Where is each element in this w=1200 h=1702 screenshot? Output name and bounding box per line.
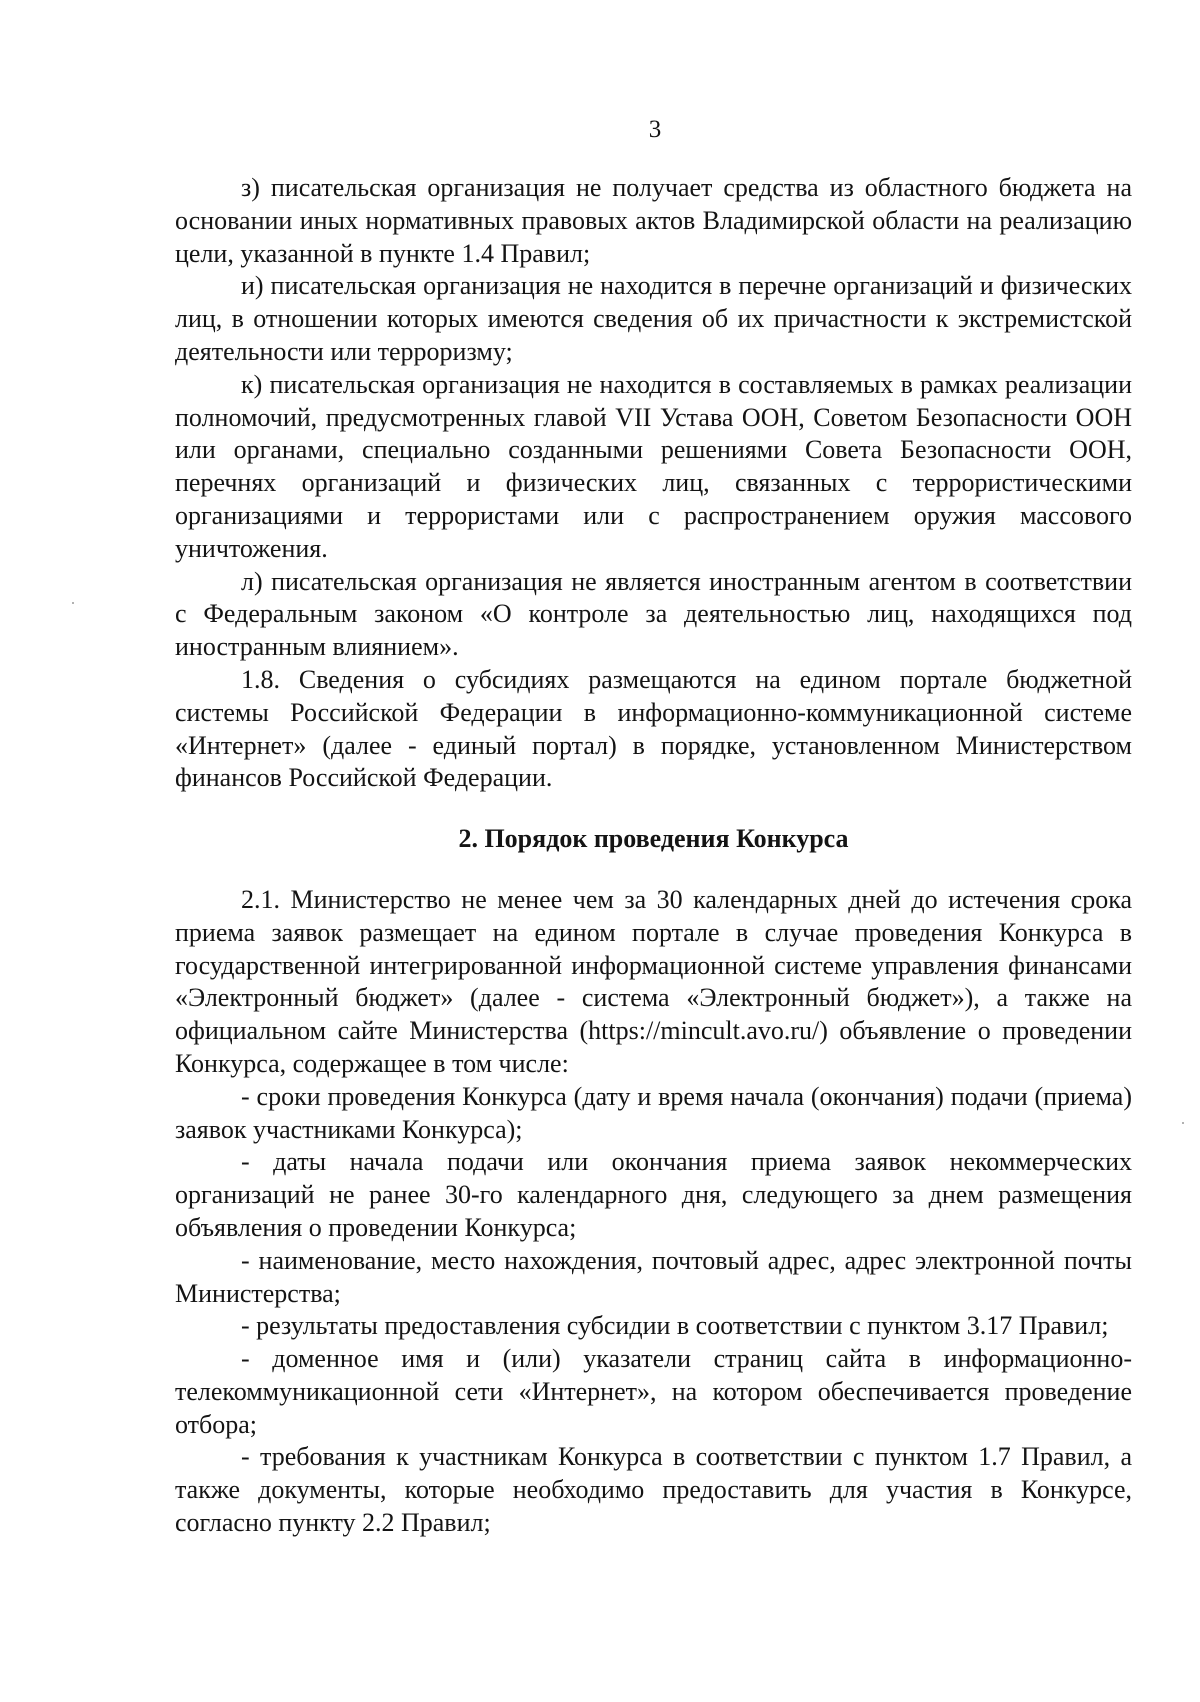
paragraph-item-l: л) писательская организация не является иностранным агентом в соответствии с Федеральным законом «О контроле за деятельностью лиц, находящихся под иностранным влиянием». bbox=[175, 566, 1132, 662]
list-item-application-dates: - даты начала подачи или окончания приема заявок некоммерческих организаций не ранее 30-го календарного дня, следующего за днем размещения объявления о проведении Конкурса; bbox=[175, 1147, 1132, 1242]
paragraph-item-k: к) писательская организация не находится в составляемых в рамках реализации полномочий, предусмотренных главой VII Устава ООН, Советом Безопасности ООН или органами, специально созданными решениями Совета Безопасности ООН, перечнях организаций и физических лиц, связанных с террористическими организациями и террористами или с распространением оружия массового уничтожения. bbox=[175, 369, 1132, 563]
document-body bbox=[175, 172, 1132, 1540]
list-item-requirements: - требования к участникам Конкурса в соответствии с пунктом 1.7 Правил, а также документы, которые необходимо предоставить для участия в Конкурсе, согласно пункту 2.2 Правил; bbox=[175, 1442, 1132, 1538]
paragraph-1-8: 1.8. Сведения о субсидиях размещаются на едином портале бюджетной системы Российской Федерации в информационно-коммуникационной системе «Интернет» (далее - единый портал) в порядке, установленном Министерством финансов Российской Федерации. bbox=[175, 664, 1132, 793]
section-heading: 2. Порядок проведения Конкурса bbox=[458, 824, 849, 854]
list-item-deadlines: - сроки проведения Конкурса (дату и время начала (окончания) подачи (приема) заявок участниками Конкурса); bbox=[175, 1081, 1132, 1144]
scan-speck bbox=[72, 602, 74, 604]
list-item-domain-name: - доменное имя и (или) указатели страниц сайта в информационно-телекоммуникационной сети «Интернет», на котором обеспечивается проведение отбора; bbox=[175, 1344, 1132, 1439]
paragraph-item-z: з) писательская организация не получает средства из областного бюджета на основании иных нормативных правовых актов Владимирской области на реализацию цели, указанной в пункте 1.4 Правил; bbox=[175, 173, 1132, 268]
scan-speck bbox=[1182, 1122, 1184, 1124]
list-item-results: - результаты предоставления субсидии в соответствии с пунктом 3.17 Правил; bbox=[241, 1311, 1109, 1341]
list-item-ministry-contacts: - наименование, место нахождения, почтовый адрес, адрес электронной почты Министерства; bbox=[175, 1245, 1132, 1308]
page-number: 3 bbox=[648, 116, 662, 143]
paragraph-2-1: 2.1. Министерство не менее чем за 30 календарных дней до истечения срока приема заявок размещает на едином портале в случае проведения Конкурса в государственной интегрированной информационной системе управления финансами «Электронный бюджет» (далее - система «Электронный бюджет»), а также на официальном сайте Министерства (https://mincult.avo.ru/) объявление о проведении Конкурса, содержащее в том числе: bbox=[175, 884, 1132, 1078]
paragraph-item-i: и) писательская организация не находится в перечне организаций и физических лиц, в отношении которых имеются сведения об их причастности к экстремистской деятельности или терроризму; bbox=[175, 271, 1132, 366]
